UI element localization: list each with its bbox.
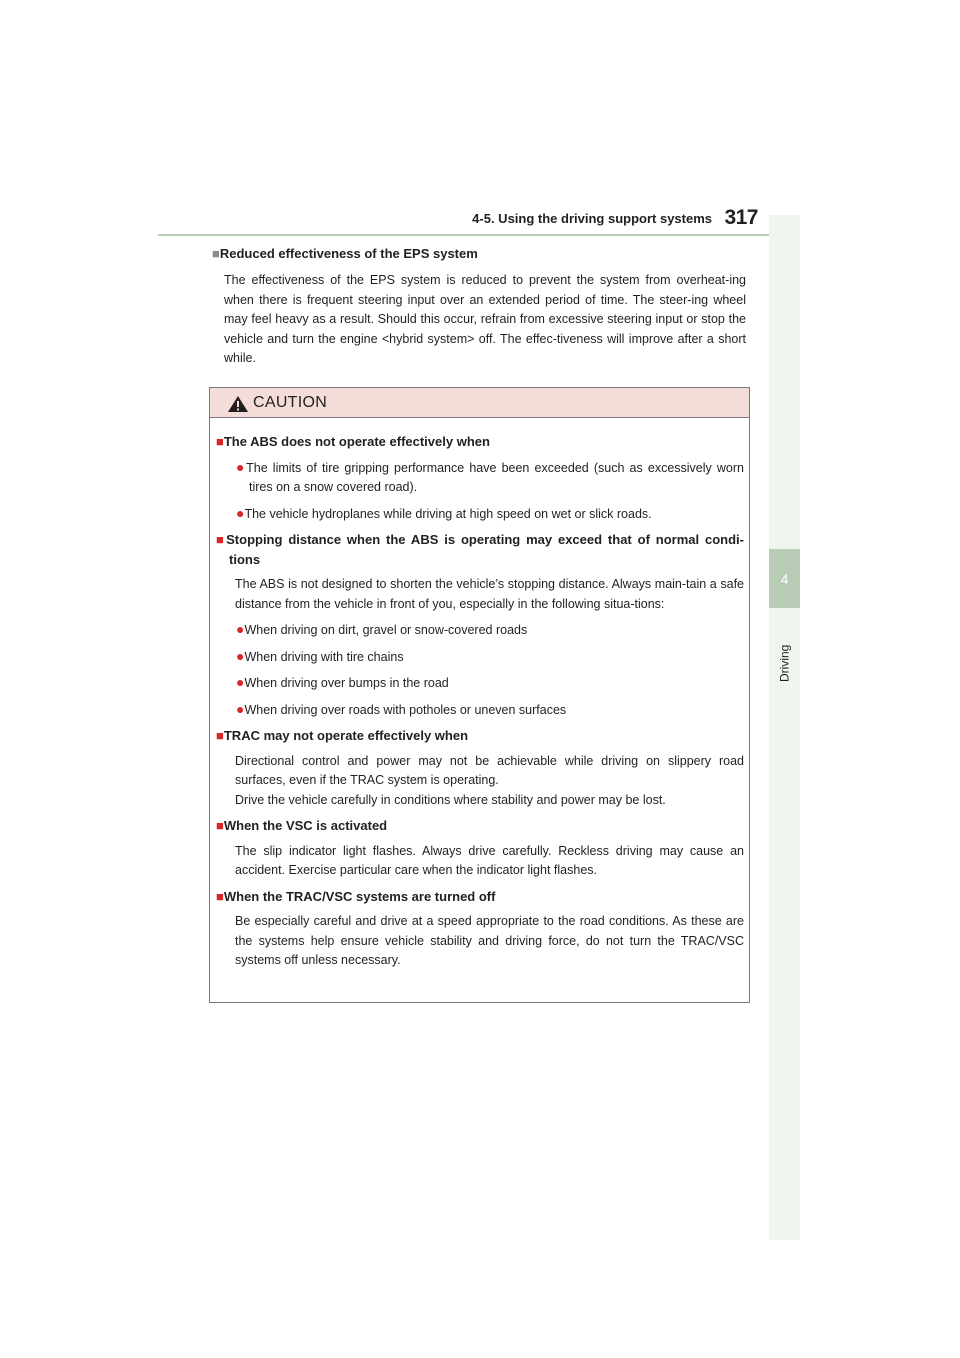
list-item-text: When driving over bumps in the road [244,676,449,690]
intro-text: The effectiveness of the EPS system is reduced to prevent the system from overheat-ing when there is frequent steering input over an extended period of time. The steer-ing wheel may feel heavy as a result. Should this occur, refrain from excessive steering input or stop the vehicle and turn the engine <hybrid system> off. The effec-tiveness will improve after a short while. [224,273,746,365]
page-header [158,200,800,236]
caution-body [210,418,749,971]
list-item [216,647,744,668]
heading-text: The ABS does not operate effectively when [223,434,490,449]
square-bullet-icon: ■ [212,246,220,261]
heading-text: TRAC may not operate effectively when [223,728,469,743]
chapter-number: 4 [780,571,789,587]
chapter-label: Driving [777,644,792,682]
heading-text: Stopping distance when the ABS is operating may exceed that of normal condi-tions [226,532,744,567]
list-item [216,700,744,721]
bullet-dot-icon: ● [236,621,245,637]
bullet-dot-icon: ● [236,504,245,521]
page-number: 317 [724,206,758,229]
heading-text: When the TRAC/VSC systems are turned off [223,888,496,904]
intro-heading [212,244,746,263]
list-item-text: The limits of tire gripping performance have been exceeded (such as excessively worn tires on a snow covered road). [246,460,745,494]
intro-heading-text: Reduced effectiveness of the EPS system [219,246,478,261]
list-item-text: When driving with tire chains [244,649,404,664]
caution-title: CAUTION [253,394,328,411]
section-title: 4-5. Using the driving support systems [472,211,712,226]
square-bullet-icon: ■ [216,888,224,904]
heading-text: When the VSC is activated [223,818,388,833]
caution-section-heading [216,530,744,569]
list-item-text: When driving over roads with potholes or uneven surfaces [244,702,567,717]
square-bullet-icon: ■ [216,434,224,449]
caution-section-heading [216,726,744,746]
bullet-dot-icon: ● [236,700,245,717]
caution-text: The slip indicator light flashes. Always drive carefully. Reckless driving may cause an accident. Exercise particular care when the indicator light flashes. [235,843,744,877]
caution-section-heading [216,887,744,907]
bullet-dot-icon: ● [236,647,245,664]
chapter-side-tab [769,215,800,1240]
list-item [216,458,744,498]
caution-text-line: Drive the vehicle carefully in conditions where stability and power may be lost. [235,792,666,807]
bullet-dot-icon: ● [236,674,245,690]
caution-section-heading [216,432,744,452]
caution-text [216,752,744,811]
bullet-dot-icon: ● [236,458,247,475]
intro-section [212,244,746,369]
caution-text: Be especially careful and drive at a speed appropriate to the road conditions. As these are the systems help ensure vehicle stability and driving force, do not turn the TRAC/VSC systems off unless necessary. [235,914,744,967]
list-item-text: The vehicle hydroplanes while driving at high speed on wet or slick roads. [244,506,652,521]
square-bullet-icon: ■ [216,728,224,743]
list-item-text: When driving on dirt, gravel or snow-covered roads [244,623,528,637]
caution-box [209,387,750,1003]
list-item [216,620,744,641]
warning-triangle-icon [227,395,249,413]
list-item [216,673,744,694]
caution-text: The ABS is not designed to shorten the vehicle’s stopping distance. Always main-tain a safe distance from the vehicle in front of you, especially in the following situa-tions: [235,577,744,611]
caution-text-line: Directional control and power may not be achievable while driving on slippery road surfaces, even if the TRAC system is operating. [235,753,744,787]
caution-section-heading [216,816,744,836]
list-item [216,504,744,525]
square-bullet-icon: ■ [216,532,227,547]
square-bullet-icon: ■ [216,818,224,833]
caution-header [210,388,749,418]
